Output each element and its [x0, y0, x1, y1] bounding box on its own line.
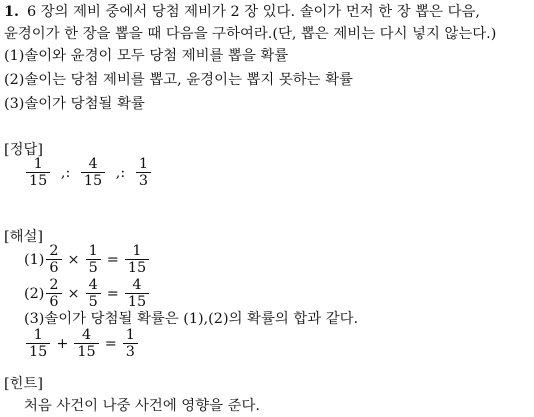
- denominator: 6: [49, 260, 59, 276]
- answer-separator: ,:: [60, 164, 71, 181]
- numerator: 1: [86, 243, 101, 260]
- numerator: 1: [26, 156, 50, 173]
- fraction: [74, 327, 98, 360]
- fraction: [46, 243, 61, 276]
- denominator: 6: [49, 294, 59, 310]
- numerator: 4: [74, 327, 98, 344]
- answer-fraction-2: [81, 156, 105, 189]
- problem-text-1: 6 장의 제비 중에서 당첨 제비가 2 장 있다. 솔이가 먼저 한 장 뽑은 다음,: [27, 4, 480, 20]
- denominator: 15: [83, 173, 103, 189]
- fraction: [123, 327, 138, 360]
- numerator: 1: [26, 327, 50, 344]
- explanation-step-1: [24, 243, 151, 276]
- hint-text: 처음 사건이 나중 사건에 영향을 준다.: [24, 398, 260, 414]
- problem-line-1: [4, 2, 480, 22]
- answer-heading: [정답]: [4, 142, 44, 158]
- explanation-step-2: [24, 277, 151, 310]
- answer-separator: ,:: [115, 164, 126, 181]
- fraction: [125, 243, 149, 276]
- problem-line-2: 윤경이가 한 장을 뽑을 때 다음을 구하여라.(단, 뽑은 제비는 다시 넣지 않는다.): [4, 26, 497, 42]
- answer-row: [24, 156, 153, 189]
- plus-operator: +: [56, 335, 69, 352]
- step-label: (2): [24, 285, 45, 302]
- numerator: 4: [81, 156, 105, 173]
- denominator: 15: [29, 344, 48, 360]
- denominator: 15: [127, 294, 147, 310]
- numerator: 1: [125, 243, 149, 260]
- question-1: (1)솔이와 윤경이 모두 당첨 제비를 뽑을 확률: [4, 48, 289, 64]
- explanation-step-3-text: (3)솔이가 당첨될 확률은 (1),(2)의 확률의 합과 같다.: [24, 311, 359, 327]
- explanation-step-3-math: [24, 327, 140, 360]
- numerator: 4: [125, 277, 149, 294]
- denominator: 15: [127, 260, 147, 276]
- numerator: 1: [136, 156, 151, 173]
- answer-fraction-1: [26, 156, 50, 189]
- times-operator: ×: [67, 285, 80, 302]
- equals-sign: =: [106, 251, 119, 268]
- fraction: [86, 243, 101, 276]
- explanation-heading: [해설]: [4, 229, 44, 245]
- denominator: 5: [88, 260, 98, 276]
- step-label: (1): [24, 251, 45, 268]
- fraction: [86, 277, 101, 310]
- fraction: [125, 277, 149, 310]
- denominator: 5: [88, 294, 98, 310]
- equals-sign: =: [104, 335, 117, 352]
- denominator: 15: [77, 344, 96, 360]
- fraction: [46, 277, 61, 310]
- denominator: 3: [125, 344, 135, 360]
- fraction: [26, 327, 50, 360]
- numerator: 2: [46, 277, 61, 294]
- denominator: 15: [29, 173, 48, 189]
- numerator: 4: [86, 277, 101, 294]
- numerator: 1: [123, 327, 138, 344]
- hint-heading: [힌트]: [4, 376, 44, 392]
- numerator: 2: [46, 243, 61, 260]
- answer-fraction-3: [136, 156, 151, 189]
- problem-number: 1.: [4, 3, 20, 20]
- equals-sign: =: [106, 285, 119, 302]
- question-2: (2)솔이는 당첨 제비를 뽑고, 윤경이는 뽑지 못하는 확률: [4, 72, 353, 88]
- times-operator: ×: [67, 251, 80, 268]
- question-3: (3)솔이가 당첨될 확률: [4, 96, 145, 112]
- denominator: 3: [138, 173, 148, 189]
